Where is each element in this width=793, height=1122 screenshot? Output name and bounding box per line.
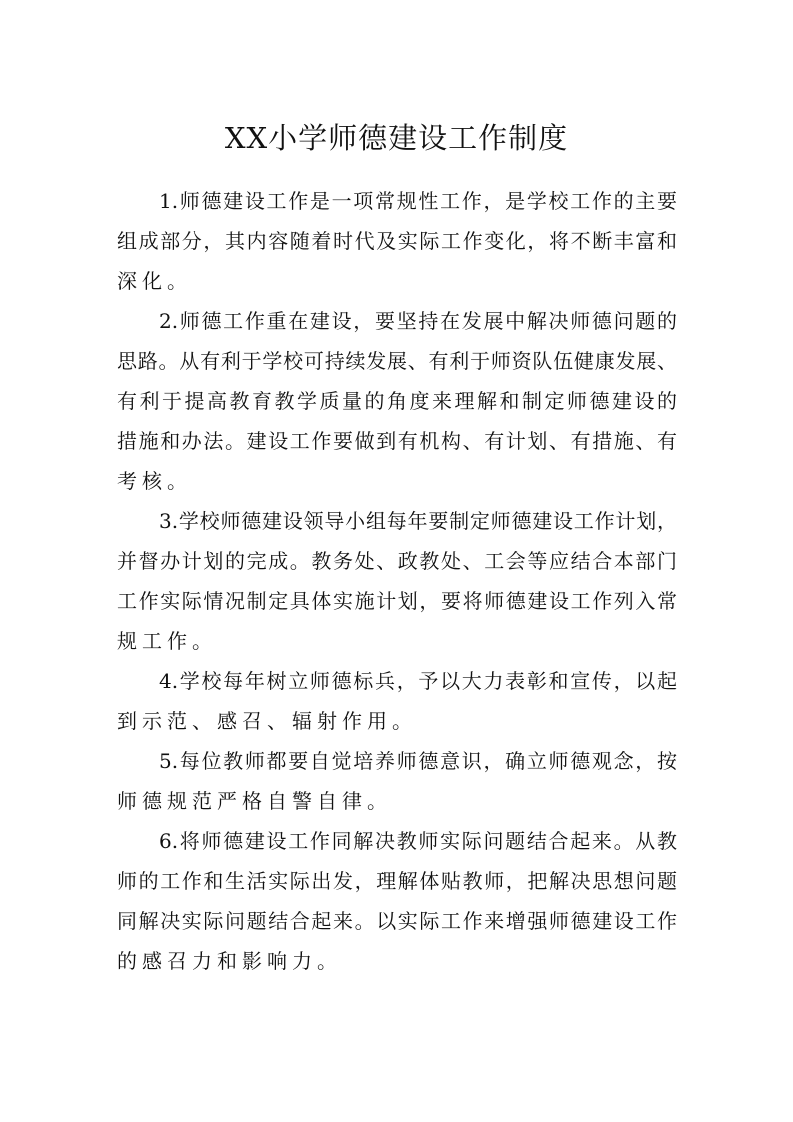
paragraph-line: 考核。 bbox=[117, 469, 192, 493]
paragraph-line: 2.师德工作重在建设，要坚持在发展中解决师德问题的 bbox=[159, 309, 677, 333]
paragraph-6 bbox=[117, 821, 677, 981]
paragraph-line: 思路。从有利于学校可持续发展、有利于师资队伍健康发展、 bbox=[117, 349, 677, 373]
paragraph-line: 工作实际情况制定具体实施计划，要将师德建设工作列入常 bbox=[117, 589, 677, 613]
paragraph-1 bbox=[117, 181, 677, 301]
paragraph-line: 的感召力和影响力。 bbox=[117, 949, 342, 973]
paragraph-line: 组成部分，其内容随着时代及实际工作变化，将不断丰富和 bbox=[117, 229, 677, 253]
paragraph-line: 到示范、感召、辐射作用。 bbox=[117, 709, 417, 733]
paragraph-2 bbox=[117, 301, 677, 501]
paragraph-line: 并督办计划的完成。教务处、政教处、工会等应结合本部门 bbox=[117, 549, 677, 573]
paragraph-line: 4.学校每年树立师德标兵，予以大力表彰和宣传，以起 bbox=[159, 669, 677, 693]
paragraph-line: 1.师德建设工作是一项常规性工作，是学校工作的主要 bbox=[159, 189, 677, 213]
paragraph-4 bbox=[117, 661, 677, 741]
document-title: XX小学师德建设工作制度 bbox=[224, 121, 569, 155]
paragraph-5 bbox=[117, 741, 677, 821]
paragraph-line: 师德规范严格自警自律。 bbox=[117, 789, 392, 813]
paragraph-3 bbox=[117, 501, 677, 661]
paragraph-line: 6.将师德建设工作同解决教师实际问题结合起来。从教 bbox=[159, 829, 677, 853]
paragraph-line: 有利于提高教育教学质量的角度来理解和制定师德建设的 bbox=[117, 389, 677, 413]
document-body bbox=[117, 181, 677, 981]
paragraph-line: 规工作。 bbox=[117, 629, 217, 653]
paragraph-line: 同解决实际问题结合起来。以实际工作来增强师德建设工作 bbox=[117, 909, 677, 933]
paragraph-line: 深化。 bbox=[117, 269, 192, 293]
paragraph-line: 师的工作和生活实际出发，理解体贴教师，把解决思想问题 bbox=[117, 869, 677, 893]
paragraph-line: 措施和办法。建设工作要做到有机构、有计划、有措施、有 bbox=[117, 429, 677, 453]
paragraph-line: 3.学校师德建设领导小组每年要制定师德建设工作计划， bbox=[159, 509, 677, 533]
paragraph-line: 5.每位教师都要自觉培养师德意识，确立师德观念，按 bbox=[159, 749, 677, 773]
